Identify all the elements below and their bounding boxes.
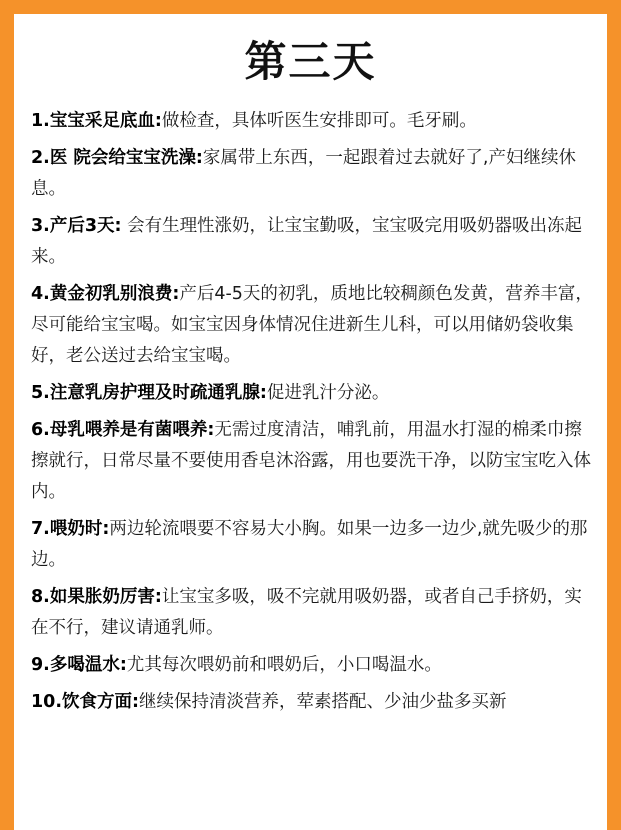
list-item bbox=[31, 650, 597, 681]
tips-list bbox=[31, 106, 597, 724]
item-heading: 8.如果胀奶厉害: bbox=[31, 587, 162, 607]
list-item bbox=[31, 106, 597, 137]
item-text: 尤其每次喂奶前和喂奶后，小口喝温水。 bbox=[126, 655, 442, 675]
list-item bbox=[31, 582, 597, 644]
item-text: 继续保持清淡营养，荤素搭配、少油少盐多买新 bbox=[139, 692, 507, 712]
list-item bbox=[31, 211, 597, 273]
list-item bbox=[31, 687, 597, 718]
list-item bbox=[31, 415, 597, 508]
item-text: 两边轮流喂要不容易大小胸。如果一边多一边少,就先吸少的那边。 bbox=[31, 519, 588, 570]
item-heading: 4.黄金初乳别浪费: bbox=[31, 284, 180, 304]
item-text: 家属带上东西，一起跟着过去就好了,产妇继续休息。 bbox=[31, 148, 576, 199]
item-heading: 9.多喝温水: bbox=[31, 655, 127, 675]
item-text: 会有生理性涨奶，让宝宝勤吸，宝宝吸完用吸奶器吸出冻起来。 bbox=[31, 216, 583, 267]
item-heading: 7.喂奶时: bbox=[31, 519, 110, 539]
item-text: 产后4-5天的初乳，质地比较稠颜色发黄，营养丰富，尽可能给宝宝喝。如宝宝因身体情况住进新生儿科，可以用储奶袋收集好，老公送过去给宝宝喝。 bbox=[31, 284, 593, 366]
item-text: 做检查，具体听医生安排即可。毛牙刷。 bbox=[161, 111, 477, 131]
page-title: 第三天 bbox=[244, 37, 377, 86]
list-item bbox=[31, 378, 597, 409]
item-heading: 1.宝宝采足底血: bbox=[31, 111, 162, 131]
list-item bbox=[31, 279, 597, 372]
item-text: 无需过度清洁，哺乳前，用温水打湿的棉柔巾擦擦就行，日常尽量不要使用香皂沐浴露，用也要洗干净，以防宝宝吃入体内。 bbox=[31, 420, 591, 502]
item-text: 让宝宝多吸，吸不完就用吸奶器，或者自己手挤奶，实在不行，建议请通乳师。 bbox=[31, 587, 582, 638]
content-card bbox=[14, 14, 607, 830]
item-heading: 10.饮食方面: bbox=[31, 692, 139, 712]
item-heading: 5.注意乳房护理及时疏通乳腺: bbox=[31, 383, 267, 403]
list-item bbox=[31, 143, 597, 205]
item-text: 促进乳汁分泌。 bbox=[266, 383, 390, 403]
item-heading: 3.产后3天: bbox=[31, 216, 122, 236]
item-heading: 2.医 院会给宝宝洗澡: bbox=[31, 148, 203, 168]
item-heading: 6.母乳喂养是有菌喂养: bbox=[31, 420, 215, 440]
list-item bbox=[31, 514, 597, 576]
